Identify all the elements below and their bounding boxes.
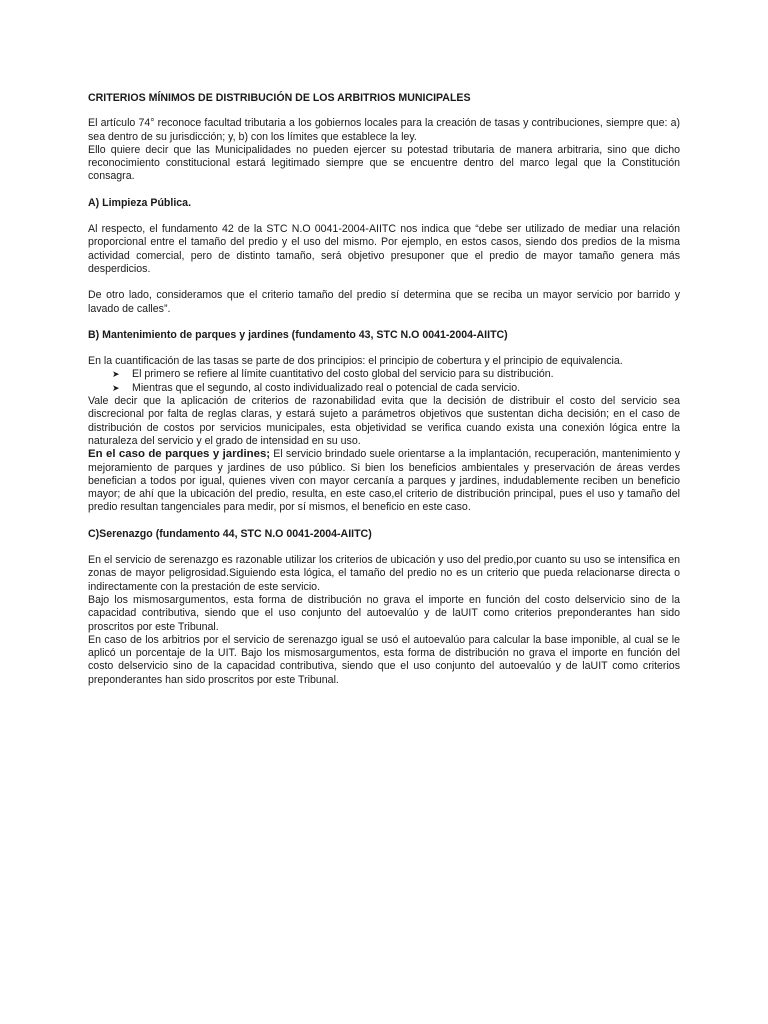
section-c-paragraph-2: Bajo los mismosargumentos, esta forma de distribución no grava el importe en función del costo delservicio sino de la capacidad contributiva, siendo que el uso conjunto del autoevalúo y de laUIT como criterios preponderantes han sido proscritos por este Tribunal. bbox=[88, 593, 680, 633]
intro-paragraph-1: El artículo 74° reconoce facultad tributaria a los gobiernos locales para la creación de tasas y contribuciones, siempre que: a) sea dentro de su jurisdicción; y, b) con los límites que establece la ley. bbox=[88, 117, 680, 143]
intro-paragraph-2: Ello quiere decir que las Municipalidades no pueden ejercer su potestad tributaria de manera arbitraria, sino que dicho reconocimiento constitucional estará legitimado siempre que se encuentre dentro del marco legal que la Constitución consagra. bbox=[88, 143, 680, 183]
section-b-paragraph-3-body: El servicio brindado suele orientarse a la implantación, recuperación, mantenimiento y mejoramiento de parques y jardines de uso público. Si bien los beneficios ambientales y preservación de áreas verdes benefician a todos por igual, quienes viven con mayor cercanía a parques y jardines, indudablemente reciben un beneficio mayor; de ahí que la ubicación del predio, resulta, en este caso,el criterio de distribución principal, pues el uso y tamaño del predio resultan tangenciales para medir, por sí mismos, el beneficio en este caso. bbox=[88, 448, 680, 514]
arrow-bullet-icon: ➤ bbox=[112, 382, 120, 393]
section-b-heading: B) Mantenimiento de parques y jardines (fundamento 43, STC N.O 0041-2004-AIITC) bbox=[88, 328, 508, 341]
section-b-paragraph-1: En la cuantificación de las tasas se parte de dos principios: el principio de cobertura y el principio de equivalencia. bbox=[88, 355, 623, 368]
section-c-paragraph-1: En el servicio de serenazgo es razonable utilizar los criterios de ubicación y uso del predio,por cuanto su uso se intensifica en zonas de mayor peligrosidad.Siguiendo esta lógica, el tamaño del predio no es un criterio que pueda relacionarse directa o indirectamente con la prestación de este servicio. bbox=[88, 554, 680, 593]
list-item bbox=[112, 382, 680, 395]
section-b-paragraph-2: Vale decir que la aplicación de criterios de razonabilidad evita que la decisión de distribuir el costo del servicio sea discrecional por falta de reglas claras, y estará sujeto a parámetros objetivos que sustentan dicha decisión; en el caso de distribución de costos por servicios municipales, esta objetividad se verifica cuando exista una conexión lógica entre la naturaleza del servicio y el grado de intensidad en su uso. bbox=[88, 395, 680, 447]
section-c-heading: C)Serenazgo (fundamento 44, STC N.O 0041-2004-AIITC) bbox=[88, 527, 372, 540]
section-a-paragraph-1: Al respecto, el fundamento 42 de la STC N.O 0041-2004-AIITC nos indica que “debe ser utilizado de mediar una relación proporcional entre el tamaño del predio y el uso del mismo. Por ejemplo, en estos casos, siendo dos predios de la misma actividad comercial, pero de distinto tamaño, será objetivo presuponer que el predio de mayor tamaño genera más desperdicios. bbox=[88, 223, 680, 275]
document-title: CRITERIOS MÍNIMOS DE DISTRIBUCIÓN DE LOS ARBITRIOS MUNICIPALES bbox=[88, 92, 471, 104]
section-b-paragraph-3-lead: En el caso de parques y jardines; bbox=[88, 448, 271, 461]
bullet-text: Mientras que el segundo, al costo individualizado real o potencial de cada servicio. bbox=[132, 381, 521, 394]
list-item bbox=[112, 368, 680, 381]
section-c-paragraph-3: En caso de los arbitrios por el servicio de serenazgo igual se usó el autoevalúo para calcular la base imponible, al cual se le aplicó un porcentaje de la UIT. Bajo los mismosargumentos, esta forma de distribución no grava el importe en función del costo delservicio sino de la capacidad contributiva, siendo que el uso conjunto del autoevalúo y de laUIT como criterios preponderantes han sido proscritos por este Tribunal. bbox=[88, 633, 680, 686]
section-a-paragraph-2: De otro lado, consideramos que el criterio tamaño del predio sí determina que se reciba un mayor servicio por barrido y lavado de calles”. bbox=[88, 289, 680, 315]
section-b-paragraph-3 bbox=[88, 448, 680, 514]
section-a-heading: A) Limpieza Pública. bbox=[88, 196, 192, 209]
arrow-bullet-icon: ➤ bbox=[112, 369, 120, 380]
section-b-bullet-list bbox=[88, 368, 680, 395]
bullet-text: El primero se refiere al límite cuantitativo del costo global del servicio para su distribución. bbox=[132, 368, 554, 381]
